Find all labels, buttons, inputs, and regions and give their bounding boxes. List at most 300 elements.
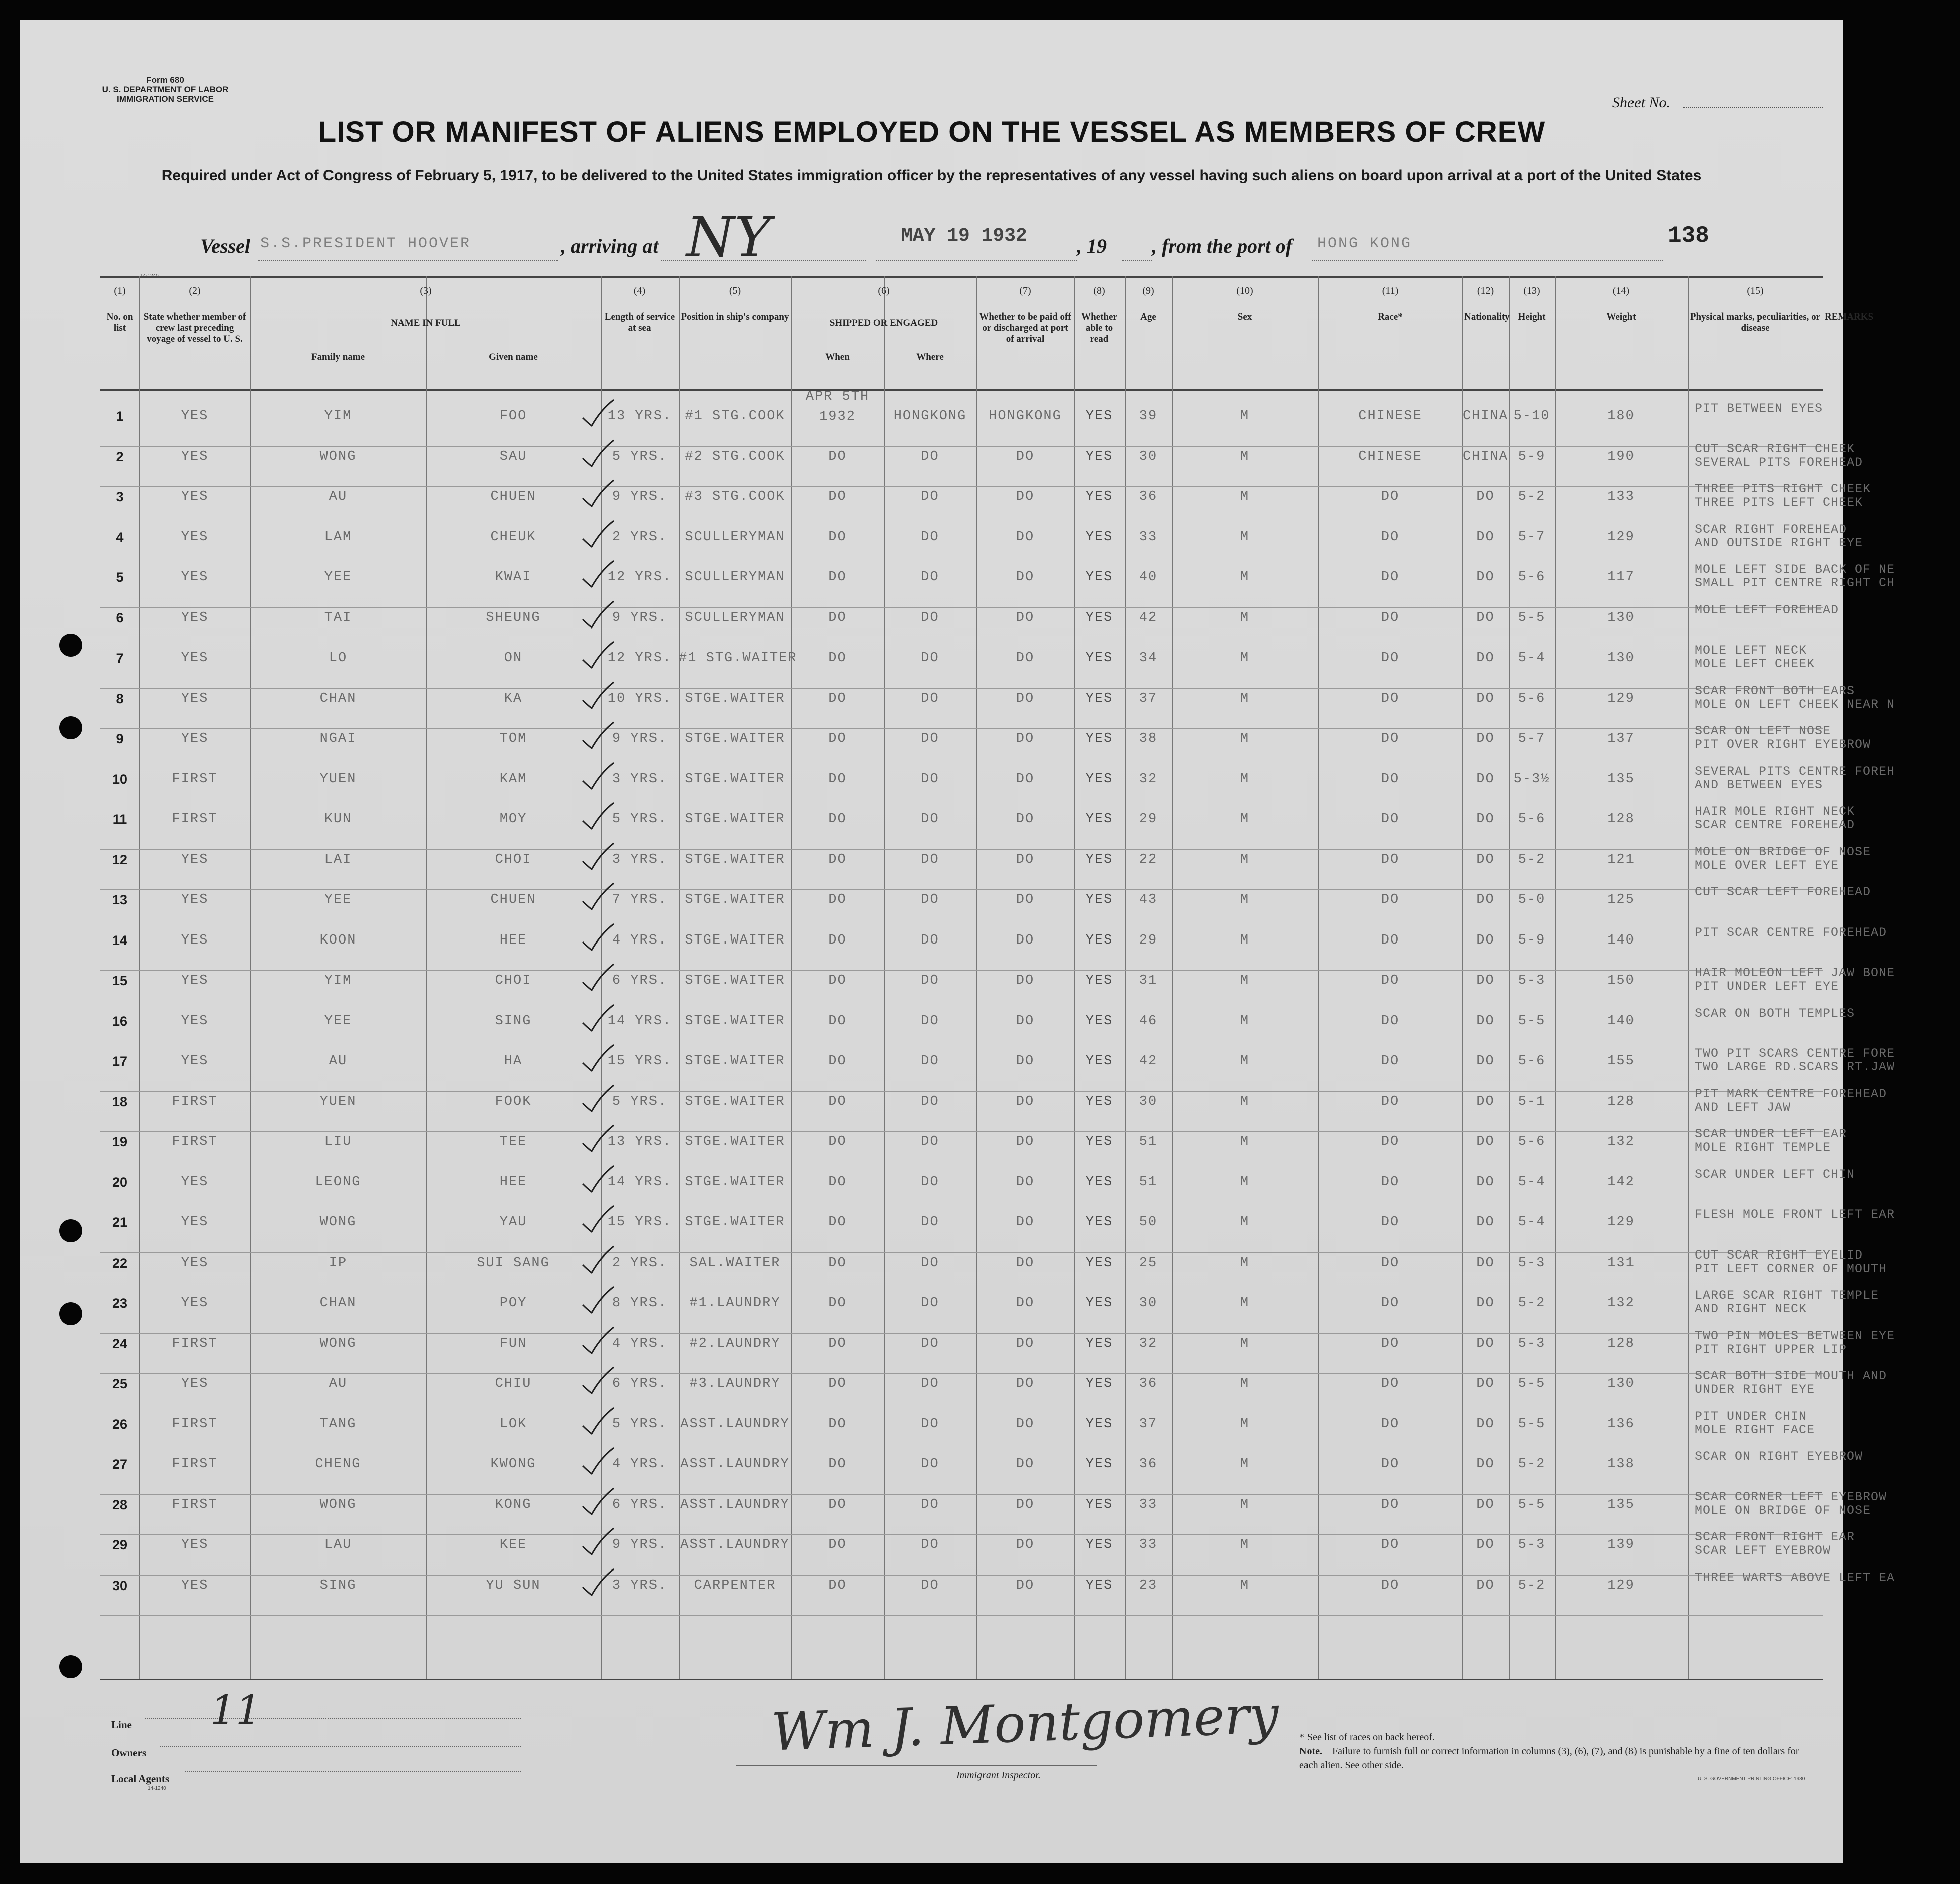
check-mark-icon bbox=[581, 762, 616, 792]
physical-marks: SEVERAL PITS CENTRE FOREH AND BETWEEN EYES bbox=[1695, 764, 1895, 792]
nationality: DO bbox=[1476, 1376, 1495, 1391]
row-rule bbox=[100, 1615, 1823, 1616]
binder-hole bbox=[59, 1655, 82, 1678]
family-name: YIM bbox=[324, 973, 352, 988]
paid-off-port: DO bbox=[1016, 1054, 1035, 1069]
ship-position: STGE.WAITER bbox=[685, 852, 785, 867]
nationality: DO bbox=[1476, 1578, 1495, 1593]
height: 5-6 bbox=[1518, 691, 1546, 706]
age: 51 bbox=[1139, 1174, 1158, 1190]
able-to-read: YES bbox=[1085, 1255, 1113, 1271]
length-of-service: 13 YRS. bbox=[607, 1134, 672, 1149]
physical-marks: SCAR CORNER LEFT EYEBROW MOLE ON BRIDGE OF NOSE bbox=[1695, 1489, 1887, 1518]
row-number: 29 bbox=[112, 1537, 128, 1552]
nationality: CHINA bbox=[1462, 409, 1508, 424]
check-mark-icon bbox=[581, 1245, 616, 1276]
paid-off-port: DO bbox=[1016, 852, 1035, 867]
engaged-when: DO bbox=[828, 1578, 847, 1593]
paid-off-port: DO bbox=[1016, 1174, 1035, 1190]
check-mark-icon bbox=[581, 479, 616, 509]
paid-off-port: DO bbox=[1016, 1416, 1035, 1432]
height: 5-6 bbox=[1518, 570, 1546, 585]
race: DO bbox=[1381, 1537, 1400, 1552]
height: 5-10 bbox=[1513, 409, 1550, 424]
binder-hole bbox=[59, 1302, 82, 1325]
check-mark-icon bbox=[581, 1407, 616, 1437]
paid-off-port: DO bbox=[1016, 529, 1035, 545]
engaged-where: DO bbox=[921, 1497, 939, 1512]
able-to-read: YES bbox=[1085, 570, 1113, 585]
weight: 130 bbox=[1607, 610, 1635, 625]
family-name: LAI bbox=[324, 852, 352, 867]
race: DO bbox=[1381, 731, 1400, 746]
nationality: DO bbox=[1476, 1215, 1495, 1230]
previous-voyage: YES bbox=[181, 892, 209, 907]
sex: M bbox=[1240, 771, 1250, 787]
nationality: DO bbox=[1476, 1255, 1495, 1271]
family-name: YUEN bbox=[319, 771, 357, 787]
paid-off-port: DO bbox=[1016, 449, 1035, 464]
race: DO bbox=[1381, 1416, 1400, 1432]
given-name: TEE bbox=[499, 1134, 527, 1149]
able-to-read: YES bbox=[1085, 1416, 1113, 1432]
sex: M bbox=[1240, 449, 1250, 464]
age: 29 bbox=[1139, 932, 1158, 948]
arriving-port: NY bbox=[686, 205, 771, 269]
able-to-read: YES bbox=[1085, 1376, 1113, 1391]
ship-position: STGE.WAITER bbox=[685, 1174, 785, 1190]
row-number: 28 bbox=[112, 1497, 128, 1512]
nationality: DO bbox=[1476, 812, 1495, 827]
height: 5-5 bbox=[1518, 1497, 1546, 1512]
height: 5-2 bbox=[1518, 852, 1546, 867]
ship-position: CARPENTER bbox=[694, 1578, 776, 1593]
length-of-service: 13 YRS. bbox=[607, 409, 672, 424]
nationality: DO bbox=[1476, 529, 1495, 545]
family-name: WONG bbox=[319, 1215, 357, 1230]
ship-position: STGE.WAITER bbox=[685, 892, 785, 907]
row-number: 18 bbox=[112, 1094, 128, 1109]
physical-marks: TWO PIT SCARS CENTRE FORE TWO LARGE RD.SCARS RT.JAW bbox=[1695, 1046, 1895, 1074]
height: 5-7 bbox=[1518, 731, 1546, 746]
paid-off-port: DO bbox=[1016, 1457, 1035, 1472]
age: 32 bbox=[1139, 1336, 1158, 1351]
race: DO bbox=[1381, 610, 1400, 625]
engaged-where: DO bbox=[921, 1215, 939, 1230]
weight: 190 bbox=[1607, 449, 1635, 464]
family-name: AU bbox=[329, 1376, 348, 1391]
physical-marks: MOLE LEFT SIDE BACK OF NE SMALL PIT CENTRE RIGHT CH bbox=[1695, 562, 1895, 590]
engaged-when: DO bbox=[828, 1537, 847, 1552]
previous-voyage: YES bbox=[181, 1537, 209, 1552]
check-mark-icon bbox=[581, 1165, 616, 1195]
vessel-underline bbox=[258, 260, 558, 261]
engaged-where: DO bbox=[921, 892, 939, 907]
column-header: Physical marks, peculiarities, or disease bbox=[1690, 311, 1821, 333]
check-mark-icon bbox=[581, 1004, 616, 1034]
engaged-where: DO bbox=[921, 771, 939, 787]
family-name: AU bbox=[329, 1054, 348, 1069]
length-of-service: 5 YRS. bbox=[612, 449, 668, 464]
age: 30 bbox=[1139, 449, 1158, 464]
engaged-when: DO bbox=[828, 449, 847, 464]
row-number: 14 bbox=[112, 932, 128, 948]
column-number: (9) bbox=[1142, 285, 1154, 296]
height: 5-6 bbox=[1518, 812, 1546, 827]
physical-marks: PIT SCAR CENTRE FOREHEAD bbox=[1695, 925, 1887, 940]
family-name: LO bbox=[329, 651, 348, 666]
weight: 125 bbox=[1607, 892, 1635, 907]
family-name: CHAN bbox=[319, 691, 357, 706]
column-header: Weight bbox=[1606, 311, 1636, 322]
age: 40 bbox=[1139, 570, 1158, 585]
engaged-when: DO bbox=[828, 1174, 847, 1190]
column-header: Nationality bbox=[1464, 311, 1510, 322]
race: CHINESE bbox=[1358, 409, 1422, 424]
sex: M bbox=[1240, 1134, 1250, 1149]
height: 5-1 bbox=[1518, 1094, 1546, 1109]
length-of-service: 5 YRS. bbox=[612, 1416, 668, 1432]
weight: 128 bbox=[1607, 1094, 1635, 1109]
check-mark-icon bbox=[581, 1286, 616, 1316]
race: DO bbox=[1381, 812, 1400, 827]
family-name: WONG bbox=[319, 1497, 357, 1512]
age: 37 bbox=[1139, 1416, 1158, 1432]
length-of-service: 6 YRS. bbox=[612, 1376, 668, 1391]
column-header: No. on list bbox=[106, 311, 133, 333]
paid-off-port: DO bbox=[1016, 1215, 1035, 1230]
given-name: YU SUN bbox=[486, 1578, 541, 1593]
weight: 180 bbox=[1607, 409, 1635, 424]
ship-position: #3 STG.COOK bbox=[685, 489, 785, 504]
length-of-service: 8 YRS. bbox=[612, 1296, 668, 1311]
column-subheader: Family name bbox=[311, 352, 365, 362]
family-name: WONG bbox=[319, 1336, 357, 1351]
physical-marks: CUT SCAR RIGHT EYELID PIT LEFT CORNER OF MOUTH bbox=[1695, 1247, 1887, 1276]
length-of-service: 2 YRS. bbox=[612, 1255, 668, 1271]
able-to-read: YES bbox=[1085, 529, 1113, 545]
able-to-read: YES bbox=[1085, 1578, 1113, 1593]
row-number: 30 bbox=[112, 1578, 128, 1593]
check-mark-icon bbox=[581, 399, 616, 429]
able-to-read: YES bbox=[1085, 812, 1113, 827]
race: CHINESE bbox=[1358, 449, 1422, 464]
given-name: KWAI bbox=[495, 570, 532, 585]
engaged-when: DO bbox=[828, 1296, 847, 1311]
weight: 139 bbox=[1607, 1537, 1635, 1552]
ship-position: STGE.WAITER bbox=[685, 932, 785, 948]
sheet-number-label: Sheet No. bbox=[1612, 94, 1670, 111]
sex: M bbox=[1240, 1336, 1250, 1351]
sex: M bbox=[1240, 651, 1250, 666]
ship-position: STGE.WAITER bbox=[685, 1215, 785, 1230]
ship-position: STGE.WAITER bbox=[685, 973, 785, 988]
sex: M bbox=[1240, 932, 1250, 948]
column-header: Age bbox=[1140, 311, 1156, 322]
sex: M bbox=[1240, 610, 1250, 625]
age: 39 bbox=[1139, 409, 1158, 424]
sex: M bbox=[1240, 1255, 1250, 1271]
able-to-read: YES bbox=[1085, 1497, 1113, 1512]
agents-form-code: 14-1240 bbox=[148, 1786, 166, 1791]
engaged-where: DO bbox=[921, 1255, 939, 1271]
age: 36 bbox=[1139, 1376, 1158, 1391]
engaged-when: DO bbox=[828, 489, 847, 504]
column-header: Height bbox=[1518, 311, 1546, 322]
weight: 140 bbox=[1607, 932, 1635, 948]
engaged-where: DO bbox=[921, 932, 939, 948]
column-number: (1) bbox=[114, 285, 126, 296]
physical-marks: SCAR RIGHT FOREHEAD AND OUTSIDE RIGHT EYE bbox=[1695, 522, 1863, 550]
race: DO bbox=[1381, 1296, 1400, 1311]
family-name: KUN bbox=[324, 812, 352, 827]
check-mark-icon bbox=[581, 721, 616, 751]
length-of-service: 14 YRS. bbox=[607, 1174, 672, 1190]
row-number: 23 bbox=[112, 1296, 128, 1311]
race: DO bbox=[1381, 852, 1400, 867]
engaged-where: HONGKONG bbox=[893, 409, 967, 424]
form-identifier bbox=[75, 75, 255, 104]
paid-off-port: DO bbox=[1016, 973, 1035, 988]
family-name: YEE bbox=[324, 892, 352, 907]
nationality: DO bbox=[1476, 1336, 1495, 1351]
sex: M bbox=[1240, 1578, 1250, 1593]
sex: M bbox=[1240, 731, 1250, 746]
age: 43 bbox=[1139, 892, 1158, 907]
race: DO bbox=[1381, 892, 1400, 907]
physical-marks: SCAR FRONT RIGHT EAR SCAR LEFT EYEBROW bbox=[1695, 1530, 1855, 1558]
previous-voyage: YES bbox=[181, 409, 209, 424]
nationality: DO bbox=[1476, 610, 1495, 625]
ship-position: STGE.WAITER bbox=[685, 771, 785, 787]
able-to-read: YES bbox=[1085, 1215, 1113, 1230]
service-name: IMMIGRATION SERVICE bbox=[117, 94, 214, 104]
column-number: (14) bbox=[1612, 285, 1630, 296]
physical-marks: SCAR UNDER LEFT EAR MOLE RIGHT TEMPLE bbox=[1695, 1127, 1847, 1155]
weight: 128 bbox=[1607, 1336, 1635, 1351]
race: DO bbox=[1381, 771, 1400, 787]
note-label: Note. bbox=[1299, 1746, 1322, 1757]
engaged-where: DO bbox=[921, 570, 939, 585]
engaged-when: DO bbox=[828, 1094, 847, 1109]
given-name: CHUEN bbox=[490, 892, 536, 907]
engaged-where: DO bbox=[921, 1296, 939, 1311]
local-agents-label: Local Agents bbox=[111, 1773, 170, 1785]
row-number: 8 bbox=[116, 691, 124, 706]
previous-voyage: YES bbox=[181, 529, 209, 545]
sex: M bbox=[1240, 1094, 1250, 1109]
engaged-where: DO bbox=[921, 973, 939, 988]
length-of-service: 9 YRS. bbox=[612, 731, 668, 746]
weight: 117 bbox=[1607, 570, 1635, 585]
able-to-read: YES bbox=[1085, 932, 1113, 948]
height: 5-3 bbox=[1518, 1537, 1546, 1552]
age: 33 bbox=[1139, 1537, 1158, 1552]
physical-marks: HAIR MOLE RIGHT NECK SCAR CENTRE FOREHEAD bbox=[1695, 804, 1855, 832]
weight: 129 bbox=[1607, 1215, 1635, 1230]
given-name: SING bbox=[495, 1013, 532, 1029]
engaged-where: DO bbox=[921, 1054, 939, 1069]
given-name: CHOI bbox=[495, 973, 532, 988]
paid-off-port: DO bbox=[1016, 1255, 1035, 1271]
length-of-service: 9 YRS. bbox=[612, 1537, 668, 1552]
row-number: 15 bbox=[112, 973, 128, 988]
previous-voyage: YES bbox=[181, 852, 209, 867]
family-name: YUEN bbox=[319, 1094, 357, 1109]
row-number: 4 bbox=[116, 529, 124, 545]
engaged-where: DO bbox=[921, 489, 939, 504]
column-number: (12) bbox=[1477, 285, 1494, 296]
row-number: 5 bbox=[116, 570, 124, 585]
age: 32 bbox=[1139, 771, 1158, 787]
engaged-when: DO bbox=[828, 1457, 847, 1472]
given-name: SUI SANG bbox=[477, 1255, 550, 1271]
engaged-where: DO bbox=[921, 1416, 939, 1432]
previous-voyage: YES bbox=[181, 1255, 209, 1271]
race: DO bbox=[1381, 932, 1400, 948]
able-to-read: YES bbox=[1085, 449, 1113, 464]
length-of-service: 3 YRS. bbox=[612, 771, 668, 787]
race: DO bbox=[1381, 1094, 1400, 1109]
length-of-service: 2 YRS. bbox=[612, 529, 668, 545]
check-mark-icon bbox=[581, 1124, 616, 1154]
note-text: —Failure to furnish full or correct information in columns (3), (6), (7), and (8) is punishable by a fine of ten dollars for each alien. See other side. bbox=[1299, 1746, 1799, 1771]
check-mark-icon bbox=[581, 600, 616, 631]
agents-underline bbox=[185, 1771, 521, 1772]
able-to-read: YES bbox=[1085, 1457, 1113, 1472]
ship-position: STGE.WAITER bbox=[685, 691, 785, 706]
row-number: 17 bbox=[112, 1054, 128, 1069]
check-mark-icon bbox=[581, 842, 616, 872]
given-name: SHEUNG bbox=[486, 610, 541, 625]
ship-position: STGE.WAITER bbox=[685, 1054, 785, 1069]
column-number: (3) bbox=[420, 285, 432, 296]
given-name: KWONG bbox=[490, 1457, 536, 1472]
engaged-when: DO bbox=[828, 651, 847, 666]
paid-off-port: DO bbox=[1016, 1134, 1035, 1149]
row-number: 26 bbox=[112, 1416, 128, 1432]
age: 22 bbox=[1139, 852, 1158, 867]
length-of-service: 5 YRS. bbox=[612, 812, 668, 827]
paid-off-port: DO bbox=[1016, 812, 1035, 827]
engaged-where: DO bbox=[921, 449, 939, 464]
paid-off-port: DO bbox=[1016, 1336, 1035, 1351]
column-number: (13) bbox=[1523, 285, 1540, 296]
engaged-when: DO bbox=[828, 731, 847, 746]
given-name: KEE bbox=[499, 1537, 527, 1552]
physical-marks: THREE WARTS ABOVE LEFT EA bbox=[1695, 1570, 1895, 1585]
ship-position: #2.LAUNDRY bbox=[689, 1336, 781, 1351]
length-of-service: 3 YRS. bbox=[612, 852, 668, 867]
given-name: POY bbox=[499, 1296, 527, 1311]
vessel-name: S.S.PRESIDENT HOOVER bbox=[260, 235, 471, 252]
age: 46 bbox=[1139, 1013, 1158, 1029]
paid-off-port: DO bbox=[1016, 932, 1035, 948]
sex: M bbox=[1240, 973, 1250, 988]
able-to-read: YES bbox=[1085, 1336, 1113, 1351]
previous-voyage: YES bbox=[181, 932, 209, 948]
paid-off-port: DO bbox=[1016, 1094, 1035, 1109]
nationality: DO bbox=[1476, 1094, 1495, 1109]
race: DO bbox=[1381, 1336, 1400, 1351]
engaged-when: DO bbox=[828, 1416, 847, 1432]
row-number: 13 bbox=[112, 892, 128, 907]
weight: 132 bbox=[1607, 1134, 1635, 1149]
sex: M bbox=[1240, 892, 1250, 907]
height: 5-5 bbox=[1518, 1376, 1546, 1391]
column-subheader: When bbox=[825, 352, 850, 362]
paid-off-port: DO bbox=[1016, 651, 1035, 666]
physical-marks: CUT SCAR LEFT FOREHEAD bbox=[1695, 885, 1871, 899]
weight: 142 bbox=[1607, 1174, 1635, 1190]
physical-marks: THREE PITS RIGHT CHEEK THREE PITS LEFT CHEEK bbox=[1695, 482, 1871, 510]
engaged-where: DO bbox=[921, 610, 939, 625]
date-underline bbox=[876, 260, 1077, 261]
check-mark-icon bbox=[581, 882, 616, 912]
previous-voyage: FIRST bbox=[172, 1336, 218, 1351]
sex: M bbox=[1240, 1376, 1250, 1391]
physical-marks: PIT UNDER CHIN MOLE RIGHT FACE bbox=[1695, 1409, 1815, 1437]
family-name: TANG bbox=[319, 1416, 357, 1432]
able-to-read: YES bbox=[1085, 1013, 1113, 1029]
given-name: HEE bbox=[499, 1174, 527, 1190]
row-number: 16 bbox=[112, 1013, 128, 1029]
ship-position: #3.LAUNDRY bbox=[689, 1376, 781, 1391]
previous-voyage: FIRST bbox=[172, 1416, 218, 1432]
column-header: NAME IN FULL bbox=[391, 318, 461, 328]
form-number: Form 680 bbox=[146, 75, 184, 85]
row-number: 22 bbox=[112, 1255, 128, 1271]
binder-hole bbox=[59, 716, 82, 739]
ship-position: SCULLERYMAN bbox=[685, 610, 785, 625]
check-mark-icon bbox=[581, 1084, 616, 1114]
height: 5-4 bbox=[1518, 651, 1546, 666]
able-to-read: YES bbox=[1085, 1094, 1113, 1109]
previous-voyage: YES bbox=[181, 691, 209, 706]
owners-underline bbox=[160, 1746, 521, 1747]
family-name: LEONG bbox=[315, 1174, 361, 1190]
family-name: YEE bbox=[324, 570, 352, 585]
height: 5-6 bbox=[1518, 1054, 1546, 1069]
check-mark-icon bbox=[581, 1366, 616, 1396]
weight: 135 bbox=[1607, 1497, 1635, 1512]
ship-position: ASST.LAUNDRY bbox=[680, 1416, 790, 1432]
physical-marks: SCAR ON BOTH TEMPLES bbox=[1695, 1006, 1855, 1021]
physical-marks: PIT MARK CENTRE FOREHEAD AND LEFT JAW bbox=[1695, 1086, 1887, 1115]
height: 5-4 bbox=[1518, 1174, 1546, 1190]
binder-hole bbox=[59, 1219, 82, 1242]
column-number: (5) bbox=[729, 285, 741, 296]
sex: M bbox=[1240, 1457, 1250, 1472]
nationality: DO bbox=[1476, 489, 1495, 504]
from-port-label: , from the port of bbox=[1152, 235, 1293, 257]
ship-position: STGE.WAITER bbox=[685, 731, 785, 746]
length-of-service: 12 YRS. bbox=[607, 651, 672, 666]
engaged-when: DO bbox=[828, 932, 847, 948]
crew-manifest-table bbox=[100, 276, 1895, 1679]
row-number: 1 bbox=[116, 409, 124, 424]
age: 33 bbox=[1139, 1497, 1158, 1512]
ship-position: STGE.WAITER bbox=[685, 812, 785, 827]
previous-voyage: FIRST bbox=[172, 1094, 218, 1109]
race: DO bbox=[1381, 1255, 1400, 1271]
check-mark-icon bbox=[581, 1205, 616, 1235]
weight: 136 bbox=[1607, 1416, 1635, 1432]
family-name: SING bbox=[319, 1578, 357, 1593]
able-to-read: YES bbox=[1085, 691, 1113, 706]
able-to-read: YES bbox=[1085, 1134, 1113, 1149]
weight: 140 bbox=[1607, 1013, 1635, 1029]
